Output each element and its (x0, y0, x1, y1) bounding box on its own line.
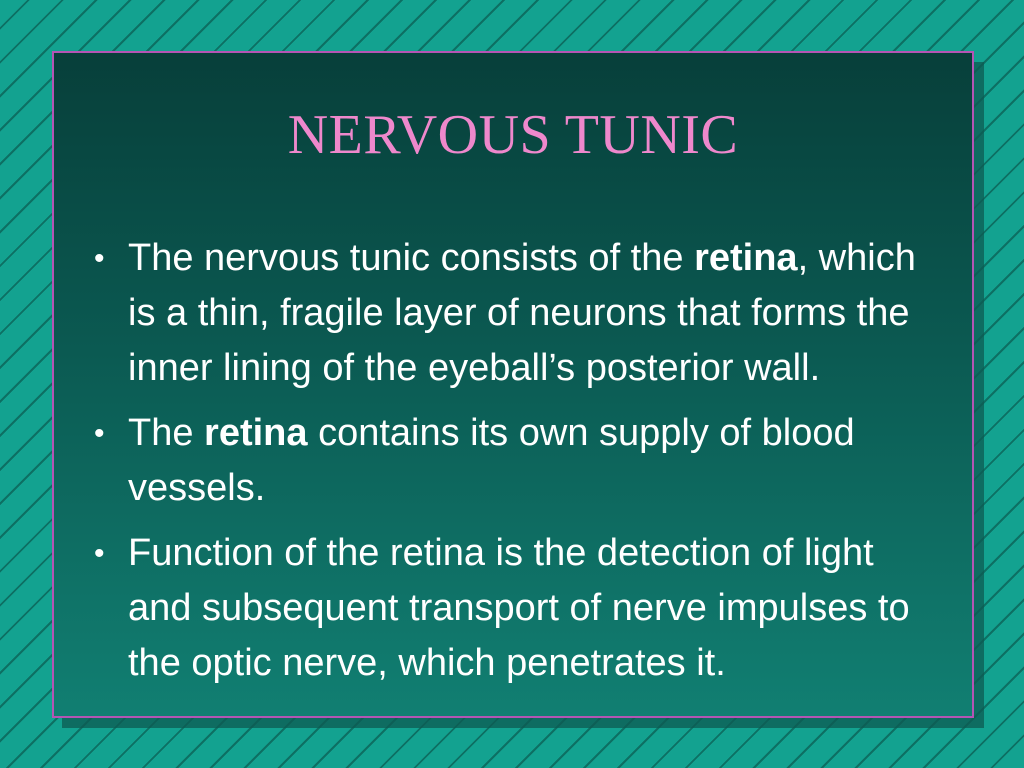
text-run: Function of the retina is the detection of light and subsequent transport of nerve impulses to the optic nerve, which penetrates it. (128, 532, 910, 684)
slide-panel (52, 51, 974, 718)
text-run: The (128, 412, 205, 454)
bold-term: retina (204, 412, 308, 454)
bullet-item-1 (88, 231, 938, 396)
text-run: The nervous tunic consists of the (128, 237, 695, 279)
bullet-dot: • (94, 537, 105, 570)
bullet-text (128, 237, 916, 389)
bold-term: retina (694, 237, 798, 279)
bullet-dot: • (94, 417, 105, 450)
text-run: , which is a thin, fragile layer of neurons that forms the inner lining of the eyeball’s posterior wall. (128, 237, 916, 389)
text-run: contains its own supply of blood vessels. (128, 412, 855, 509)
bullet-text (128, 532, 910, 684)
bullet-text (128, 412, 855, 509)
slide-title: NERVOUS TUNIC (287, 104, 739, 166)
bullet-list (88, 231, 938, 701)
bullet-dot: • (94, 242, 105, 275)
bullet-item-2 (88, 406, 938, 516)
bullet-item-3 (88, 526, 938, 691)
